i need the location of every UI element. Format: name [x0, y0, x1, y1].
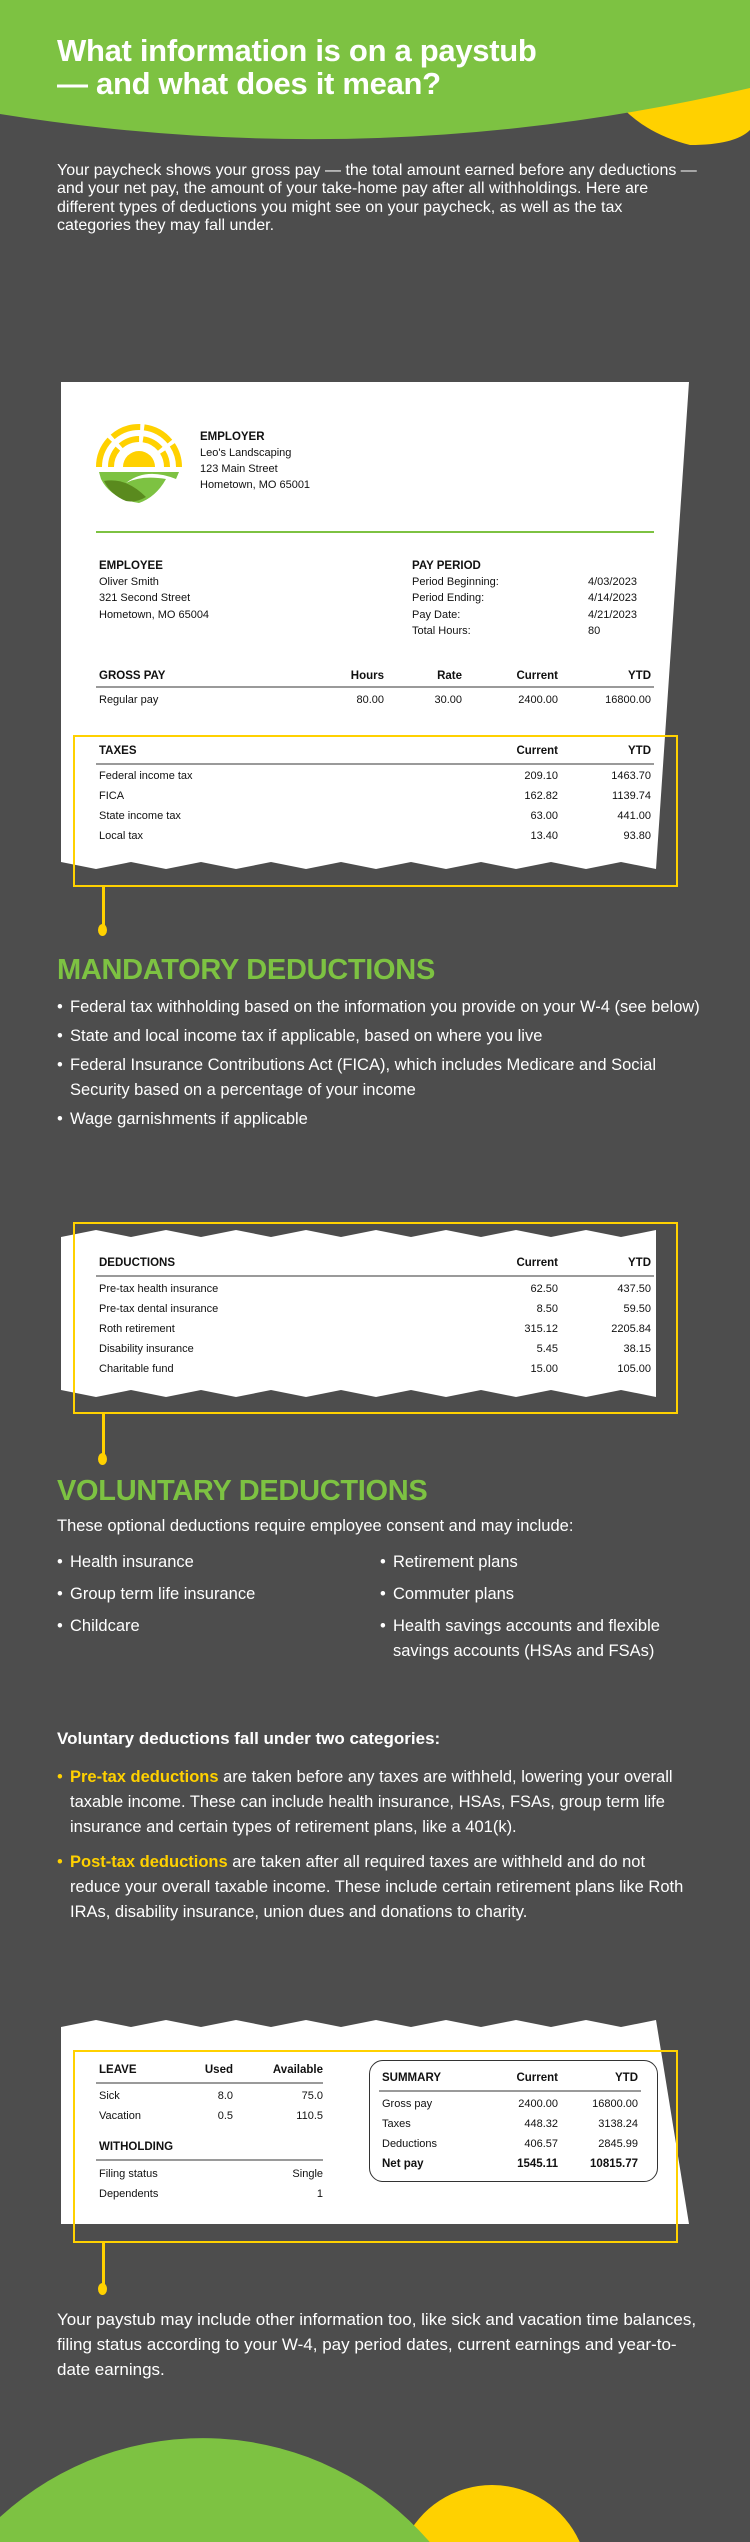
pay-period-value: 4/21/2023 [588, 608, 637, 621]
connector-dot [98, 2283, 107, 2295]
table-cell: 13.40 [530, 830, 558, 842]
table-cell: FICA [99, 790, 125, 802]
table-cell: 2205.84 [611, 1323, 651, 1335]
pay-period-label: Pay Date: [412, 608, 461, 621]
table-cell: Federal income tax [99, 770, 193, 782]
voluntary-list-left [57, 1550, 357, 1646]
table-cell: 209.10 [524, 770, 558, 782]
column-header: Current [516, 2072, 558, 2084]
list-item: • Group term life insurance [57, 1582, 357, 1607]
categories-list [57, 1765, 697, 1932]
employer-city: Hometown, MO 65001 [200, 479, 311, 491]
list-item: • Wage garnishments if applicable [57, 1107, 707, 1132]
list-item: • Federal tax withholding based on the information you provide on your W-4 (see below) [57, 995, 707, 1020]
table-cell: 437.50 [617, 1283, 651, 1295]
employer-logo-icon [96, 417, 182, 503]
column-header: YTD [628, 745, 651, 757]
table-cell: 8.0 [217, 2090, 233, 2102]
title-line-2: — and what does it mean? [57, 66, 441, 101]
table-cell: 1463.70 [611, 770, 651, 782]
pretax-text: are taken before any taxes are withheld, lowering your overall taxable income. These can include health insurance, HSAs, FSAs, group term life insurance and certain types of retirement plans, like a 401(k). [70, 1768, 673, 1836]
mandatory-list [57, 995, 707, 1139]
table-divider [379, 2090, 641, 2092]
table-cell: 105.00 [617, 1363, 651, 1375]
list-item: • Federal Insurance Contributions Act (FICA), which includes Medicare and Social Security based on a percentage of your income [57, 1053, 707, 1103]
connector-line [102, 1414, 105, 1456]
connector-dot [98, 924, 107, 936]
table-divider [96, 686, 654, 688]
table-cell: State income tax [99, 810, 181, 822]
mandatory-heading: MANDATORY DEDUCTIONS [57, 954, 435, 986]
table-cell: 2845.99 [598, 2138, 638, 2150]
table-cell: 75.0 [301, 2090, 323, 2102]
pay-period-label: Total Hours: [412, 624, 471, 637]
table-divider [96, 1275, 654, 1277]
table-cell: Disability insurance [99, 1343, 194, 1355]
table-cell: 62.50 [530, 1283, 558, 1295]
table-cell: Filing status [99, 2168, 158, 2180]
table-cell: 80.00 [356, 694, 384, 706]
table-cell: 59.50 [623, 1303, 651, 1315]
pay-period-label: Period Ending: [412, 592, 485, 605]
connector-line [102, 2243, 105, 2285]
table-cell: Deductions [382, 2138, 438, 2150]
table-cell: Dependents [99, 2188, 159, 2200]
column-header: Current [516, 745, 558, 757]
employee-name: Oliver Smith [99, 576, 159, 588]
table-cell: 15.00 [530, 1363, 558, 1375]
table-cell: 5.45 [536, 1343, 558, 1355]
pay-period-value: 4/03/2023 [588, 576, 637, 588]
employer-heading: EMPLOYER [200, 431, 265, 443]
table-divider [96, 763, 654, 765]
closing-text: Your paystub may include other information too, like sick and vacation time balances, filing status according to your W-4, pay period dates, current earnings and year-to-date earnings. [57, 2310, 697, 2379]
table-cell: 1 [316, 2188, 323, 2200]
categories-heading: Voluntary deductions fall under two categories: [57, 1729, 441, 1748]
list-item: • Retirement plans [380, 1550, 670, 1575]
pretax-term: Pre-tax deductions [70, 1768, 219, 1786]
table-cell: 10815.77 [590, 2158, 638, 2170]
posttax-item [57, 1850, 697, 1925]
column-header: GROSS PAY [99, 670, 166, 682]
list-item: • Commuter plans [380, 1582, 670, 1607]
intro-text: Your paycheck shows your gross pay — the total amount earned before any deductions — and your net pay, the amount of your take-home pay after all withholdings. Here are different types of deductions you might see on your paycheck, as well as the tax categories they may fall under. [57, 162, 697, 234]
table-cell: Local tax [99, 830, 144, 842]
table-cell: Taxes [382, 2118, 411, 2130]
column-header: LEAVE [99, 2064, 137, 2076]
list-item: • Health savings accounts and flexible savings accounts (HSAs and FSAs) [380, 1614, 670, 1664]
column-header: Available [272, 2064, 323, 2076]
column-header: YTD [628, 670, 651, 682]
table-cell: Pre-tax dental insurance [99, 1303, 219, 1315]
table-cell: 315.12 [524, 1323, 558, 1335]
table-cell: Regular pay [99, 694, 159, 706]
table-cell: 2400.00 [518, 2098, 558, 2110]
column-header: Rate [437, 670, 462, 682]
table-cell: 16800.00 [605, 694, 651, 706]
table-cell: 2400.00 [518, 694, 558, 706]
table-cell: 441.00 [617, 810, 651, 822]
table-cell: 1545.11 [517, 2158, 558, 2170]
table-cell: 0.5 [217, 2110, 233, 2122]
table-cell: 63.00 [530, 810, 558, 822]
table-cell: 1139.74 [612, 790, 651, 802]
table-cell: 93.80 [623, 830, 651, 842]
employer-street: 123 Main Street [200, 463, 278, 475]
table-cell: 406.57 [524, 2138, 558, 2150]
withholding-heading: WITHOLDING [99, 2141, 174, 2153]
voluntary-heading: VOLUNTARY DEDUCTIONS [57, 1475, 428, 1507]
connector-dot [98, 1453, 107, 1465]
page-title [57, 34, 737, 100]
footer-yellow-circle [404, 2485, 579, 2542]
posttax-text: are taken after all required taxes are withheld and do not reduce your overall taxable income. These include certain retirement plans like Roth IRAs, disability insurance, union dues and donations to charity. [70, 1853, 684, 1921]
table-cell: 16800.00 [592, 2098, 638, 2110]
column-header: YTD [615, 2072, 638, 2084]
employer-name: Leo's Landscaping [200, 447, 292, 459]
pretax-item [57, 1765, 697, 1840]
employer-divider [96, 531, 654, 533]
employee-street: 321 Second Street [99, 592, 191, 604]
list-item: • Childcare [57, 1614, 357, 1639]
table-divider [96, 2082, 323, 2084]
table-cell: 448.32 [524, 2118, 558, 2130]
voluntary-intro: These optional deductions require employee consent and may include: [57, 1517, 574, 1535]
table-cell: 38.15 [623, 1343, 651, 1355]
table-cell: 30.00 [434, 694, 462, 706]
table-cell: 162.82 [524, 790, 558, 802]
column-header: Used [204, 2064, 233, 2076]
pay-period-heading: PAY PERIOD [412, 560, 481, 572]
pay-period-value: 4/14/2023 [588, 592, 637, 605]
column-header: YTD [628, 1257, 651, 1269]
table-cell: Single [292, 2168, 323, 2180]
connector-line [102, 887, 105, 927]
employee-city: Hometown, MO 65004 [99, 609, 210, 621]
pay-period-label: Period Beginning: [412, 576, 499, 588]
posttax-term: Post-tax deductions [70, 1853, 228, 1871]
column-header: DEDUCTIONS [99, 1257, 176, 1269]
table-cell: Vacation [99, 2110, 141, 2122]
table-cell: 110.5 [296, 2110, 323, 2122]
deductions-highlight [73, 1222, 678, 1414]
employee-heading: EMPLOYEE [99, 560, 163, 572]
table-cell: 8.50 [536, 1303, 558, 1315]
list-item: • State and local income tax if applicable, based on where you live [57, 1024, 707, 1049]
table-cell: Gross pay [382, 2098, 433, 2110]
table-cell: Pre-tax health insurance [99, 1283, 219, 1295]
table-cell: Sick [99, 2090, 120, 2102]
column-header: Current [516, 670, 558, 682]
table-cell: Net pay [382, 2158, 424, 2170]
list-item: • Health insurance [57, 1550, 357, 1575]
voluntary-list-right [380, 1550, 670, 1671]
column-header: SUMMARY [382, 2072, 441, 2084]
table-cell: Roth retirement [99, 1323, 175, 1335]
table-divider [96, 2159, 323, 2161]
column-header: Hours [350, 670, 384, 682]
table-cell: Charitable fund [99, 1363, 174, 1375]
pay-period-value: 80 [588, 624, 601, 637]
column-header: Current [516, 1257, 558, 1269]
column-header: TAXES [99, 745, 137, 757]
table-cell: 3138.24 [598, 2118, 638, 2130]
footer-green-circle [0, 2438, 430, 2542]
title-line-1: What information is on a paystub [57, 33, 537, 68]
